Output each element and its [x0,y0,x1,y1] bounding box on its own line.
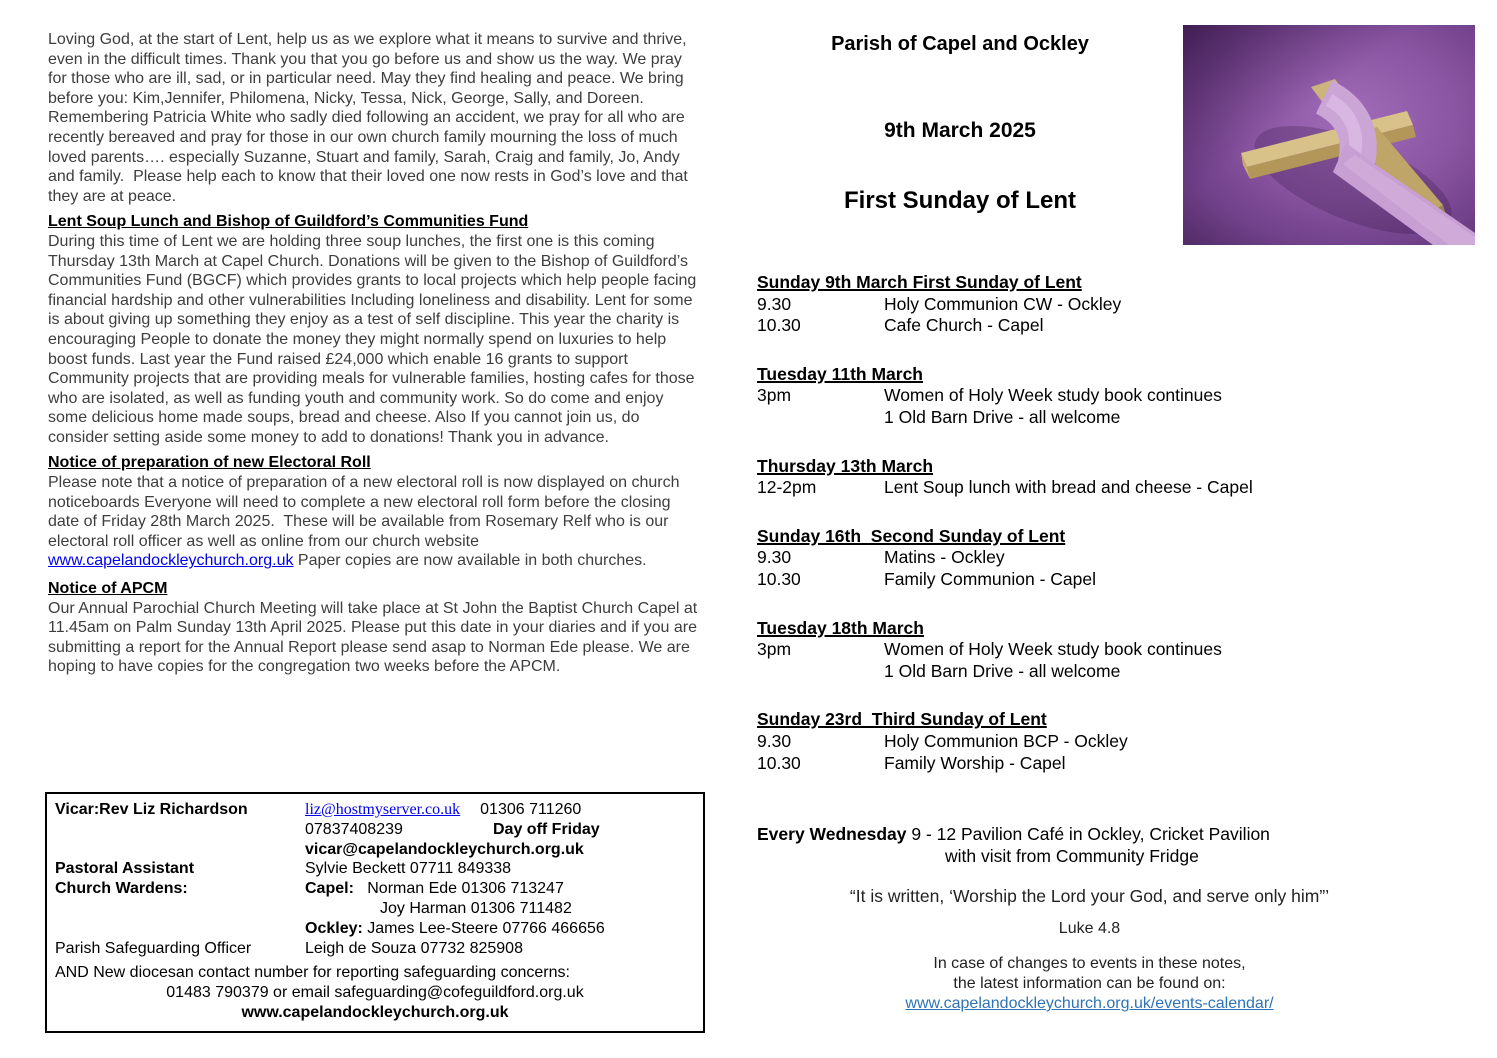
capel-warden-value2: Joy Harman 01306 711482 [380,899,572,917]
event-desc: Holy Communion BCP - Ockley [884,730,1128,751]
event-time: 3pm [757,639,792,660]
schedule-row [757,315,1382,337]
schedule-row [757,661,1382,683]
electoral-roll-heading: Notice of preparation of new Electoral Roll [48,454,371,472]
weekly-note-label: Every Wednesday [757,824,907,844]
event-desc: Women of Holy Week study book continues [884,385,1222,406]
left-column [48,30,704,677]
church-website-link[interactable]: www.capelandockleychurch.org.uk [48,552,294,570]
right-header [757,32,1163,216]
schedule-section [757,364,1382,429]
ockley-warden-label: Ockley: [305,919,363,937]
schedule-row [757,547,1382,569]
opening-prayer: Loving God, at the start of Lent, help us as we explore what it means to survive and thrive, even in the difficult times. Thank you that you go before us and show us the way. We pray for those who are ill, sad, or in particular need. May they find healing and peace. We bring before you: Kim,Jennifer, Philomena, Nicky, Tessa, Nick, George, Sally, and Doreen. Remembering Patricia White who sadly died following an accident, we pray for all who are recently bereaved and pray for those in our own church family mourning the loss of much loved parents…. especially Suzanne, Stuart and family, Sarah, Craig and family, Jo, Andy and family. Please help each to know that their loved one now rests in God’s love and that they are at peace. [48,31,693,205]
pastoral-assistant-label: Pastoral Assistant [55,860,195,878]
sunday-title: First Sunday of Lent [843,187,1076,214]
cross-on-purple-fabric-icon [1183,25,1475,245]
contact-box [45,792,705,1033]
capel-warden-value: Norman Ede 01306 713247 [367,880,564,898]
event-time [757,407,884,429]
issue-date: 9th March 2025 [884,119,1036,142]
schedule-row [757,385,1382,407]
safeguarding-officer-value: Leigh de Souza 07732 825908 [305,939,523,957]
schedule-row [757,477,1382,499]
capel-warden-label: Capel: [305,880,354,898]
footer-line2: the latest information can be found on: [953,975,1226,992]
apcm-body: Our Annual Parochial Church Meeting will take place at St John the Baptist Church Capel at 11.45am on Palm Sunday 13th April 2025. Please put this date in your diaries and if you are submitting a report for the Annual Report please send asap to Norman Ede please. We are hoping to have copies for the congregation two weeks before the APCM. [48,599,702,676]
electoral-roll-body [48,473,704,571]
schedule-row [757,569,1382,591]
event-desc: Cafe Church - Capel [884,315,1044,336]
day-off-note: Day off Friday [493,820,600,838]
contact-row-wardens-capel2 [55,899,695,919]
schedule-row [757,407,1382,429]
electoral-roll-text-after: Paper copies are now available in both churches. [293,552,647,570]
schedule-row [757,753,1382,775]
schedule-section [757,709,1382,774]
soup-lunch-heading: Lent Soup Lunch and Bishop of Guildford’s Communities Fund [48,213,529,231]
parish-website: www.capelandockleychurch.org.uk [241,1003,509,1021]
contact-row-vicar [55,800,695,820]
lent-cross-photo [1183,25,1475,245]
events-calendar-link[interactable]: www.capelandockleychurch.org.uk/events-calendar/ [905,995,1274,1012]
scripture-reference: Luke 4.8 [1058,920,1121,937]
apcm-heading: Notice of APCM [48,580,168,598]
electoral-roll-text-before: Please note that a notice of preparation of a new electoral roll is now displayed on church noticeboards Everyone will need to complete a new electoral roll form before the closing date of Friday 28th March 2025. These will be available from Rosemary Relf who is our electoral roll officer as well as online from our church website [48,474,684,550]
schedule-row [757,294,1382,316]
event-time: 10.30 [757,568,801,589]
event-desc: Lent Soup lunch with bread and cheese - Capel [884,477,1253,498]
schedule-section [757,618,1382,683]
schedule-row [757,639,1382,661]
vicar-phone: 01306 711260 [480,801,582,818]
pastoral-assistant-value: Sylvie Beckett 07711 849338 [305,860,512,878]
schedule-row [757,731,1382,753]
event-desc: Holy Communion CW - Ockley [884,293,1122,314]
vicar-label: Vicar:Rev Liz Richardson [55,801,248,818]
parish-title: Parish of Capel and Ockley [831,33,1089,55]
schedule-section [757,526,1382,591]
vicar-email-link[interactable]: liz@hostmyserver.co.uk [305,801,461,818]
schedule-heading: Thursday 13th March [757,455,934,476]
contact-row-mobile [55,820,695,840]
weekly-note-line2: with visit from Community Fridge [945,845,1199,866]
event-time: 9.30 [757,293,792,314]
vicar-mobile: 07837408239 [305,820,403,838]
schedule-heading: Tuesday 18th March [757,617,924,638]
event-desc: Matins - Ockley [884,547,1005,568]
ockley-warden-value: James Lee-Steere 07766 466656 [367,919,605,937]
schedule-heading: Sunday 23rd Third Sunday of Lent [757,709,1047,730]
diocesan-contact-details: 01483 790379 or email safeguarding@cofeguildford.org.uk [166,984,584,1002]
contact-row-safeguarding [55,939,695,959]
scripture-quote: “It is written, ‘Worship the Lord your God, and serve only him”’ [849,886,1330,906]
contact-row-vicar-email2 [55,840,695,860]
event-desc: Women of Holy Week study book continues [884,639,1222,660]
weekly-note-text: 9 - 12 Pavilion Café in Ockley, Cricket Pavilion [906,824,1270,844]
event-desc: 1 Old Barn Drive - all welcome [884,660,1121,681]
event-time: 12-2pm [757,477,817,498]
contact-row-wardens-ockley [55,919,695,939]
soup-lunch-body: During this time of Lent we are holding three soup lunches, the first one is this coming Thursday 13th March at Capel Church. Donations will be given to the Bishop of Guildford’s Communities Fund (BGCF) which provides grants to local projects which help people facing financial hardship and other vulnerabilities Including loneliness and disability. Lent for some is about giving up something they enjoy as a test of self discipline. This year the charity is encouraging People to donate the money they might normally spend on luxuries to help boost funds. Last year the Fund raised £24,000 which enable 16 grants to support Community projects that are providing meals for vulnerable families, hosting cafes for those who are isolated, as well as funding youth and community work. So do come and enjoy some delicious home made soups, bread and cheese. Also If you cannot join us, do consider setting aside some money to add to donations! Thank you in advance. [48,232,701,446]
weekly-pavilion-cafe-note [757,824,1357,867]
event-desc: Family Worship - Capel [884,752,1066,773]
events-schedule [757,272,1382,801]
event-desc: 1 Old Barn Drive - all welcome [884,406,1121,427]
event-desc: Family Communion - Capel [884,568,1097,589]
schedule-section [757,456,1382,499]
event-time: 10.30 [757,752,801,773]
contact-row-pastoral [55,859,695,879]
schedule-heading: Tuesday 11th March [757,363,923,384]
event-time [757,661,884,683]
event-time: 9.30 [757,547,792,568]
changes-footer [757,954,1382,1014]
diocesan-contact-line: AND New diocesan contact number for reporting safeguarding concerns: [55,964,570,982]
schedule-heading: Sunday 9th March First Sunday of Lent [757,272,1082,292]
schedule-heading: Sunday 16th Second Sunday of Lent [757,525,1066,546]
safeguarding-officer-label: Parish Safeguarding Officer [55,939,252,957]
scripture-quote-block [757,886,1382,938]
event-time: 3pm [757,385,792,406]
event-time: 10.30 [757,315,801,336]
contact-row-wardens-capel [55,879,695,899]
event-time: 9.30 [757,730,792,751]
footer-line1: In case of changes to events in these notes, [933,955,1246,972]
schedule-section [757,272,1382,337]
church-wardens-label: Church Wardens: [55,880,188,898]
vicar-email-address: vicar@capelandockleychurch.org.uk [305,840,584,858]
